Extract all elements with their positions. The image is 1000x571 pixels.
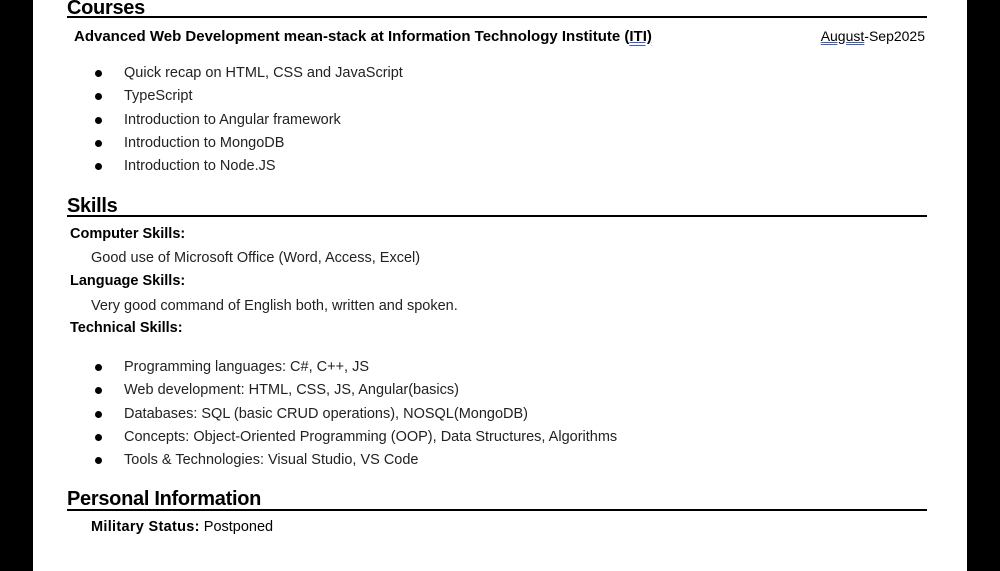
section-rule bbox=[67, 16, 927, 18]
bullet-icon bbox=[95, 387, 102, 394]
computer-skills-text: Good use of Microsoft Office (Word, Access, Excel) bbox=[91, 250, 421, 266]
bullet-icon bbox=[95, 411, 102, 418]
list-item: Programming languages: C#, C++, JS bbox=[95, 356, 617, 379]
bullet-icon bbox=[95, 93, 102, 100]
course-title bbox=[74, 28, 652, 45]
technical-skills-list bbox=[95, 356, 617, 472]
bullet-icon bbox=[95, 434, 102, 441]
language-skills-text: Very good command of English both, written and spoken. bbox=[91, 298, 458, 314]
list-item: Databases: SQL (basic CRUD operations), NOSQL(MongoDB) bbox=[95, 403, 617, 426]
computer-skills-label: Computer Skills: bbox=[70, 226, 186, 242]
bullet-icon bbox=[95, 70, 102, 77]
section-rule bbox=[67, 215, 927, 217]
list-item: Introduction to Node.JS bbox=[95, 155, 403, 178]
course-topics-list bbox=[95, 62, 403, 178]
document-page bbox=[33, 0, 967, 571]
bullet-icon bbox=[95, 364, 102, 371]
military-status-value: Postponed bbox=[203, 519, 274, 535]
course-date bbox=[799, 28, 925, 44]
course-date-month: August bbox=[820, 28, 865, 44]
course-name-link: ITI) bbox=[629, 28, 652, 45]
section-rule bbox=[67, 509, 927, 511]
list-item: Introduction to Angular framework bbox=[95, 109, 403, 132]
section-title-personal-information: Personal Information bbox=[67, 488, 262, 510]
list-item: Introduction to MongoDB bbox=[95, 132, 403, 155]
bullet-icon bbox=[95, 163, 102, 170]
list-item: Web development: HTML, CSS, JS, Angular(basics) bbox=[95, 379, 617, 402]
military-status bbox=[91, 519, 273, 535]
list-item: TypeScript bbox=[95, 85, 403, 108]
bullet-icon bbox=[95, 117, 102, 124]
course-date-range: -Sep2025 bbox=[864, 28, 925, 44]
list-item: Concepts: Object-Oriented Programming (OOP), Data Structures, Algorithms bbox=[95, 426, 617, 449]
list-item: Tools & Technologies: Visual Studio, VS Code bbox=[95, 449, 617, 472]
course-name: Advanced Web Development mean-stack at Information Technology Institute ( bbox=[74, 28, 630, 45]
language-skills-label: Language Skills: bbox=[70, 273, 186, 289]
bullet-icon bbox=[95, 457, 102, 464]
technical-skills-label: Technical Skills: bbox=[70, 320, 183, 336]
bullet-icon bbox=[95, 140, 102, 147]
list-item: Quick recap on HTML, CSS and JavaScript bbox=[95, 62, 403, 85]
military-status-label: Military Status: bbox=[91, 519, 200, 535]
section-title-skills: Skills bbox=[67, 195, 118, 217]
section-title-courses: Courses bbox=[67, 0, 145, 19]
